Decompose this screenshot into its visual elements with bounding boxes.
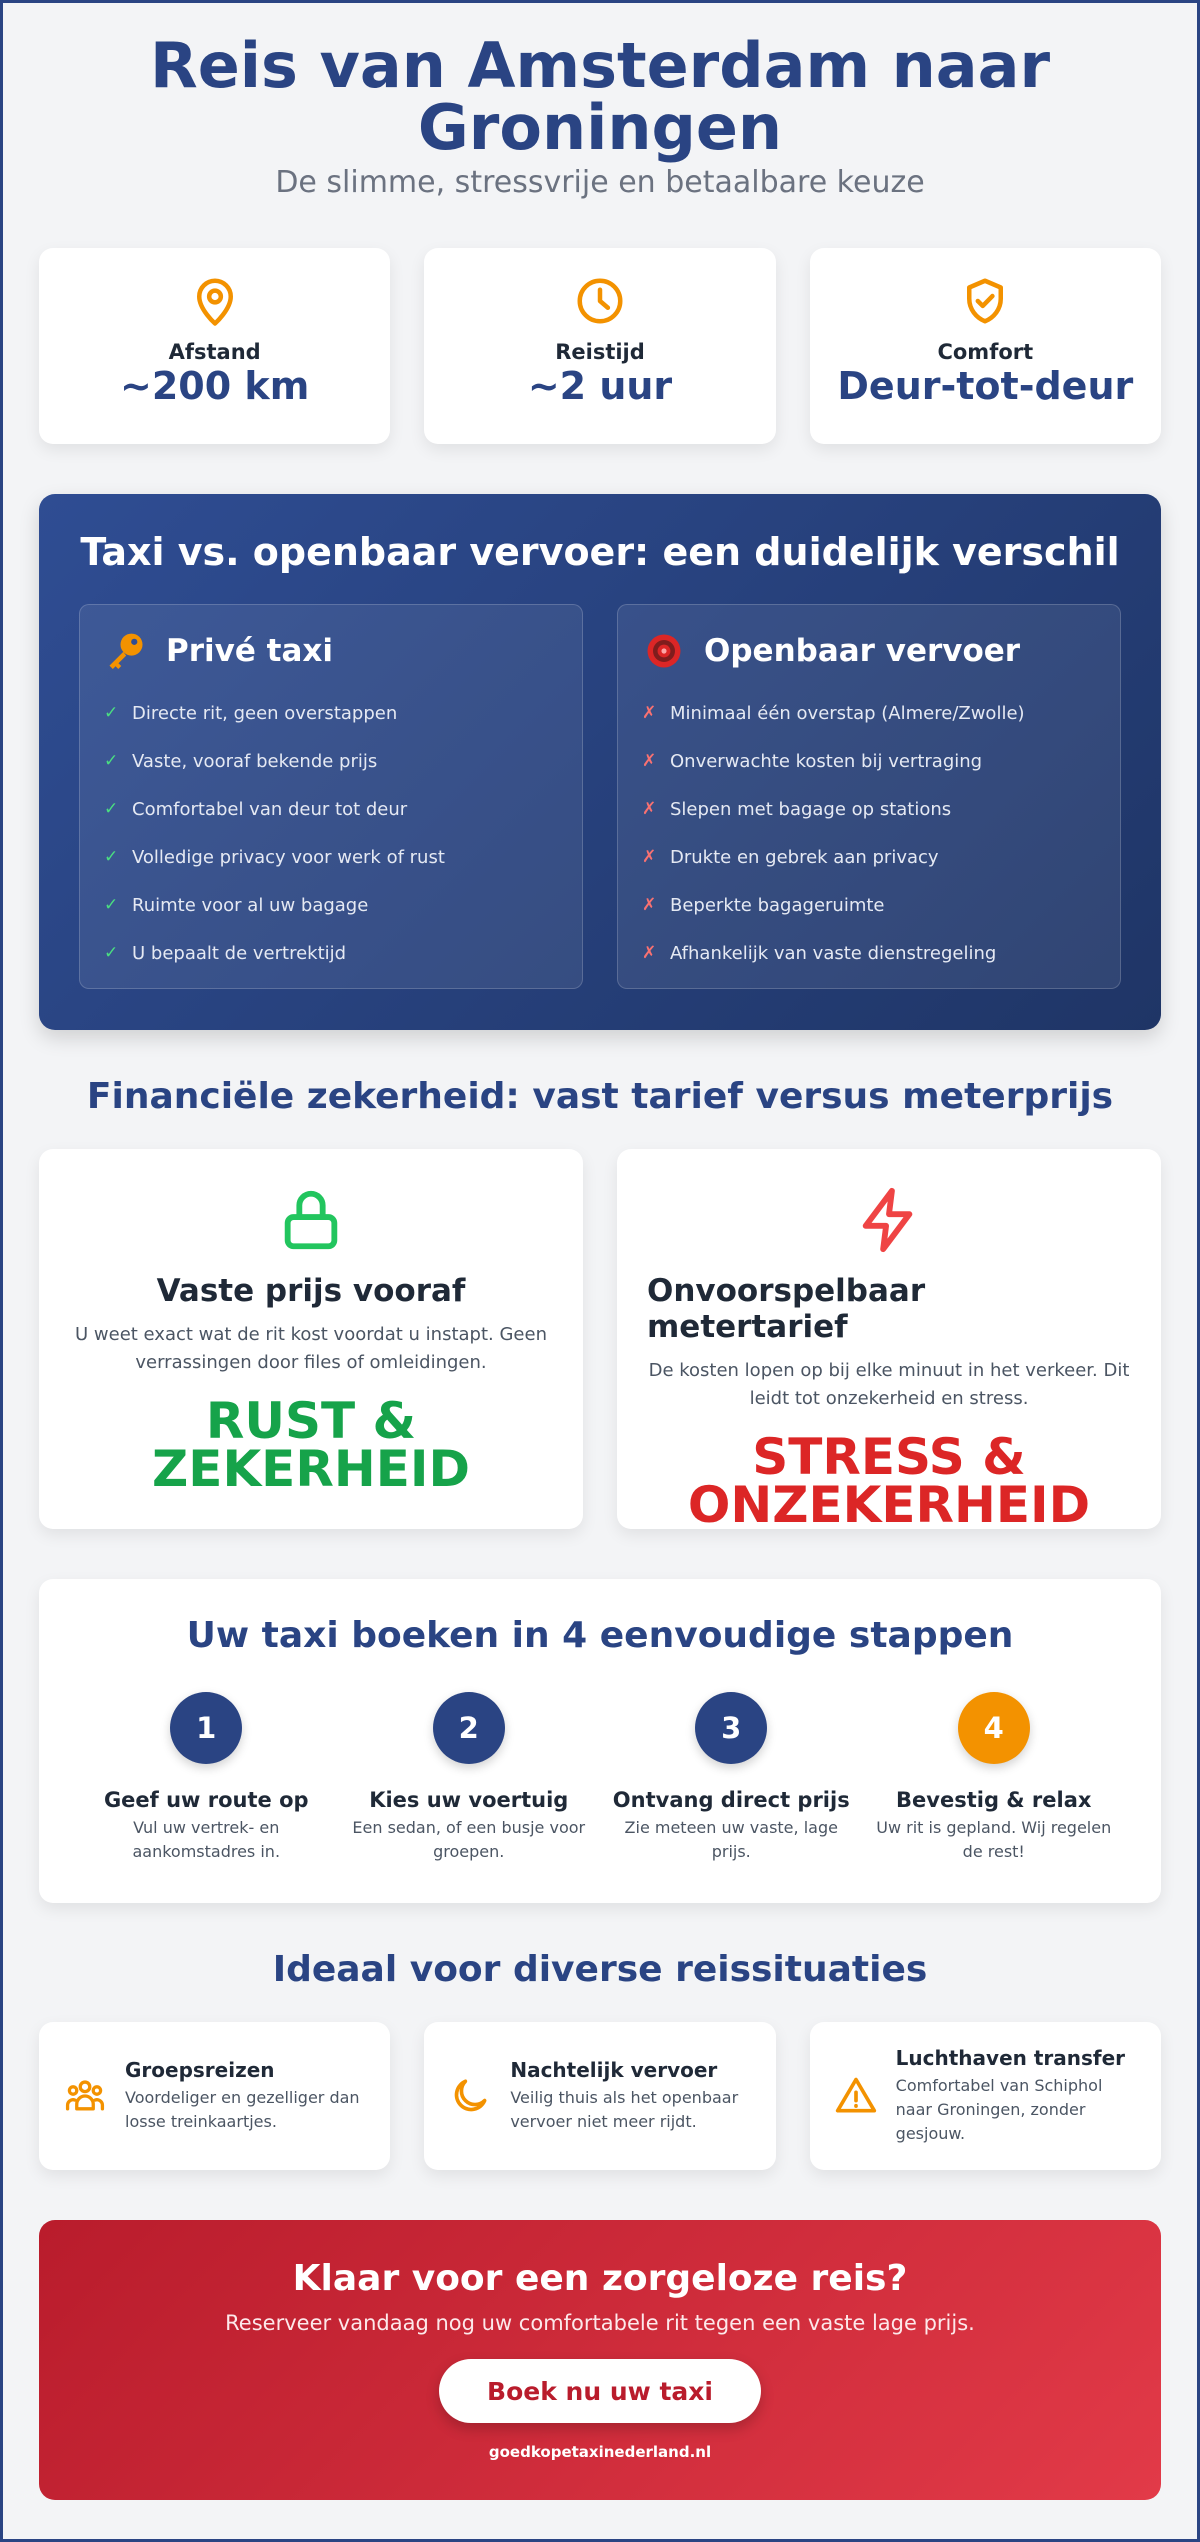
situations-title: Ideaal voor diverse reissituaties	[272, 1949, 928, 1990]
book-taxi-button[interactable]: Boek nu uw taxi	[439, 2359, 761, 2423]
financial-title: Financiële zekerheid: vast tarief versus meterprijs	[86, 1076, 1114, 1117]
warning-icon	[834, 2074, 878, 2118]
fixed-price-card	[39, 1149, 583, 1529]
website-url: goedkopetaxinederland.nl	[488, 2443, 712, 2461]
situation-text: Voordeliger en gezelliger dan losse treinkaartjes.	[125, 2088, 360, 2131]
stat-label: Comfort	[937, 340, 1034, 364]
check-icon: ✓	[104, 895, 119, 915]
fixed-price-text: U weet exact wat de rit kost voordat u instapt. Geen verrassingen door files of omleidingen.	[75, 1324, 547, 1373]
situation-name: Nachtelijk vervoer	[510, 2058, 718, 2082]
list-item: ✗ Minimaal één overstap (Almere/Zwolle)	[642, 702, 1025, 724]
shield-check-icon	[958, 274, 1012, 328]
step-item	[338, 1692, 601, 1864]
list-item: ✓ Vaste, vooraf bekende prijs	[104, 750, 378, 772]
list-item: ✓ Comfortabel van deur tot deur	[104, 798, 408, 820]
step-number: 1	[170, 1692, 242, 1764]
stat-card-traveltime	[424, 248, 775, 444]
step-number: 2	[433, 1692, 505, 1764]
list-item: ✗ Slepen met bagage op stations	[642, 798, 952, 820]
situation-card-groups	[39, 2022, 390, 2170]
list-item: ✓ Volledige privacy voor werk of rust	[104, 846, 445, 868]
list-item: ✓ Directe rit, geen overstappen	[104, 702, 398, 724]
taxi-title: Privé taxi	[166, 633, 334, 669]
stat-card-distance	[39, 248, 390, 444]
fixed-price-highlight: RUST & ZEKERHEID	[152, 1392, 470, 1498]
step-title: Bevestig & relax	[896, 1788, 1092, 1812]
check-icon: ✓	[104, 943, 119, 963]
comparison-section	[39, 494, 1161, 1030]
list-item: ✓ U bepaalt de vertrektijd	[104, 942, 347, 964]
cta-title: Klaar voor een zorgeloze reis?	[292, 2258, 908, 2299]
meter-price-card	[617, 1149, 1161, 1534]
list-item: ✓ Ruimte voor al uw bagage	[104, 894, 369, 916]
cta-section	[39, 2220, 1161, 2500]
situation-name: Luchthaven transfer	[895, 2046, 1126, 2070]
meter-price-text: De kosten lopen op bij elke minuut in het verkeer. Dit leidt tot onzekerheid en stress.	[648, 1360, 1130, 1409]
situation-text: Comfortabel van Schiphol naar Groningen, zonder gesjouw.	[895, 2076, 1103, 2143]
stat-label: Reistijd	[555, 340, 645, 364]
situations-row	[39, 2022, 1161, 2170]
booking-steps-section	[39, 1579, 1161, 1903]
stat-value: ~2 uur	[527, 364, 673, 408]
cross-icon: ✗	[642, 703, 657, 723]
check-icon: ✓	[104, 751, 119, 771]
step-item	[863, 1692, 1126, 1864]
stat-label: Afstand	[168, 340, 261, 364]
stat-value: Deur-tot-deur	[837, 364, 1134, 408]
meter-price-title: Onvoorspelbaar metertarief	[647, 1273, 926, 1345]
taxi-benefits-list	[104, 689, 558, 977]
taxi-column	[79, 604, 583, 989]
stat-card-comfort	[810, 248, 1161, 444]
group-icon	[63, 2074, 107, 2118]
step-text: Vul uw vertrek- en aankomstadres in.	[132, 1818, 281, 1861]
fixed-price-title: Vaste prijs vooraf	[156, 1273, 466, 1309]
list-item: ✗ Afhankelijk van vaste dienstregeling	[642, 942, 997, 964]
stat-value: ~200 km	[120, 364, 310, 408]
list-item: ✗ Drukte en gebrek aan privacy	[642, 846, 939, 868]
step-item	[75, 1692, 338, 1864]
key-icon	[104, 629, 148, 673]
cta-text: Reserveer vandaag nog uw comfortabele rit tegen een vaste lage prijs.	[225, 2311, 975, 2335]
list-item: ✗ Onverwachte kosten bij vertraging	[642, 750, 983, 772]
cross-icon: ✗	[642, 895, 657, 915]
page-subtitle: De slimme, stressvrije en betaalbare keuze	[275, 165, 925, 200]
meter-price-highlight: STRESS & ONZEKERHEID	[687, 1428, 1091, 1534]
check-icon: ✓	[104, 703, 119, 723]
lock-icon	[276, 1185, 346, 1255]
step-item	[600, 1692, 863, 1864]
step-title: Ontvang direct prijs	[612, 1788, 850, 1812]
cross-icon: ✗	[642, 799, 657, 819]
step-text: Zie meteen uw vaste, lage prijs.	[624, 1818, 838, 1861]
step-text: Uw rit is gepland. Wij regelen de rest!	[876, 1818, 1112, 1861]
step-title: Kies uw voertuig	[369, 1788, 569, 1812]
situation-name: Groepsreizen	[125, 2058, 275, 2082]
situation-card-night	[424, 2022, 775, 2170]
step-number: 3	[695, 1692, 767, 1764]
target-icon	[642, 629, 686, 673]
public-transport-column	[617, 604, 1121, 989]
stats-row	[39, 248, 1161, 444]
lightning-icon	[854, 1185, 924, 1255]
cross-icon: ✗	[642, 751, 657, 771]
booking-steps-title: Uw taxi boeken in 4 eenvoudige stappen	[186, 1615, 1014, 1656]
situation-card-airport	[810, 2022, 1161, 2170]
cross-icon: ✗	[642, 943, 657, 963]
list-item: ✗ Beperkte bagageruimte	[642, 894, 885, 916]
step-text: Een sedan, of een busje voor groepen.	[352, 1818, 586, 1861]
moon-icon	[448, 2074, 492, 2118]
step-title: Geef uw route op	[103, 1788, 309, 1812]
check-icon: ✓	[104, 847, 119, 867]
financial-cards	[39, 1149, 1161, 1534]
comparison-title: Taxi vs. openbaar vervoer: een duidelijk verschil	[80, 530, 1120, 574]
step-number: 4	[958, 1692, 1030, 1764]
public-transport-title: Openbaar vervoer	[704, 633, 1021, 669]
situation-text: Veilig thuis als het openbaar vervoer niet meer rijdt.	[510, 2088, 739, 2131]
clock-icon	[573, 274, 627, 328]
map-pin-icon	[188, 274, 242, 328]
check-icon: ✓	[104, 799, 119, 819]
cross-icon: ✗	[642, 847, 657, 867]
public-transport-drawbacks-list	[642, 689, 1096, 977]
page-title: Reis van Amsterdam naar Groningen	[149, 29, 1051, 164]
